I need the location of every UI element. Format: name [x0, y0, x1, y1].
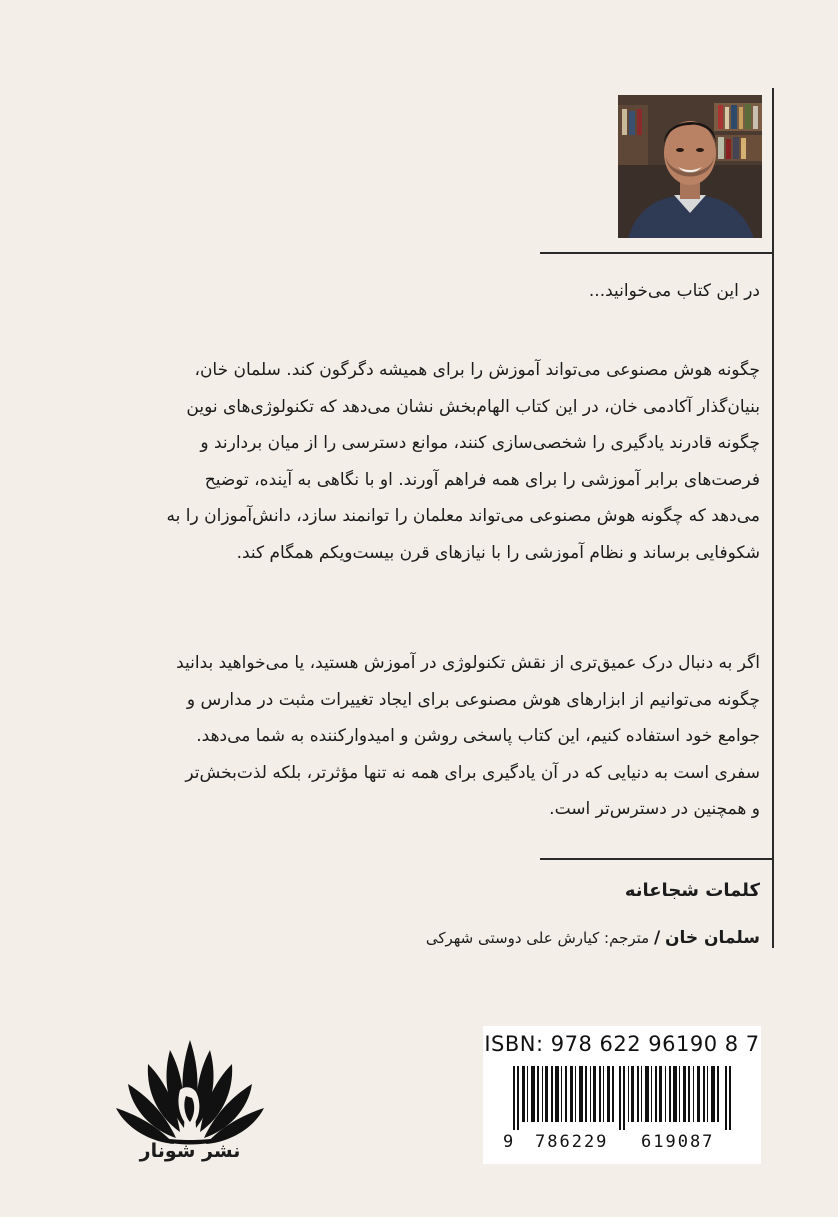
author-line: [426, 928, 760, 948]
description-paragraph-2: [70, 645, 760, 828]
paragraph-line: سفری است به دنیایی که در آن یادگیری برای همه نه تنها مؤثرتر، بلکه لذت‌بخش‌تر: [185, 762, 760, 783]
paragraph-line: می‌دهد که چگونه هوش مصنوعی می‌تواند معلمان را توانمند سازد، دانش‌آموزان را به: [166, 506, 760, 526]
divider-middle: [540, 858, 772, 860]
publisher-name: نشر شونار: [139, 1140, 241, 1162]
isbn-barcode: [483, 1026, 761, 1164]
description-paragraph-1: [70, 352, 760, 571]
book-title: کلمات شجاعانه: [624, 880, 760, 901]
author-photo: [618, 95, 762, 238]
paragraph-line: بنیان‌گذار آکادمی خان، در این کتاب الهام‌بخش نشان می‌دهد که تکنولوژی‌های نوین: [186, 396, 760, 417]
paragraph-line: چگونه می‌توانیم از ابزارهای هوش مصنوعی برای ایجاد تغییرات مثبت در مدارس و: [186, 689, 760, 710]
barcode-bars: [513, 1066, 735, 1130]
paragraph-line: شکوفایی برساند و نظام آموزشی را با نیازهای قرن بیست‌ویکم همگام کند.: [236, 542, 760, 563]
author-separator: /: [653, 928, 661, 948]
paragraph-line: اگر به دنبال درک عمیق‌تری از نقش تکنولوژی در آموزش هستید، یا می‌خواهید بدانید: [176, 653, 760, 673]
paragraph-line: جوامع خود استفاده کنیم، این کتاب پاسخی روشن و امیدوارکننده به شما می‌دهد.: [196, 726, 760, 746]
paragraph-line: و همچنین در دسترس‌تر است.: [549, 799, 760, 819]
vertical-divider: [772, 88, 774, 948]
translator-credit: مترجم: کیارش علی دوستی شهرکی: [425, 929, 650, 947]
paragraph-line: فرصت‌های برابر آموزشی را برای همه فراهم آورند. او با نگاهی به آینده، توضیح: [204, 469, 760, 490]
paragraph-line: چگونه قادرند یادگیری را شخصی‌سازی کنند، موانع دسترسی را از میان بردارند و: [200, 433, 760, 453]
paragraph-line: چگونه هوش مصنوعی می‌تواند آموزش را برای همیشه دگرگون کند. سلمان خان،: [194, 360, 760, 380]
barcode-digit-first: 9: [503, 1132, 516, 1152]
divider-top: [540, 252, 772, 254]
intro-heading: در این کتاب می‌خوانید...: [588, 281, 760, 301]
barcode-digits-left: 786229: [535, 1132, 609, 1152]
author-name: سلمان خان: [664, 928, 760, 948]
barcode-digits-right: 619087: [641, 1132, 715, 1152]
isbn-label: ISBN: 978 622 96190 8 7: [484, 1032, 760, 1056]
